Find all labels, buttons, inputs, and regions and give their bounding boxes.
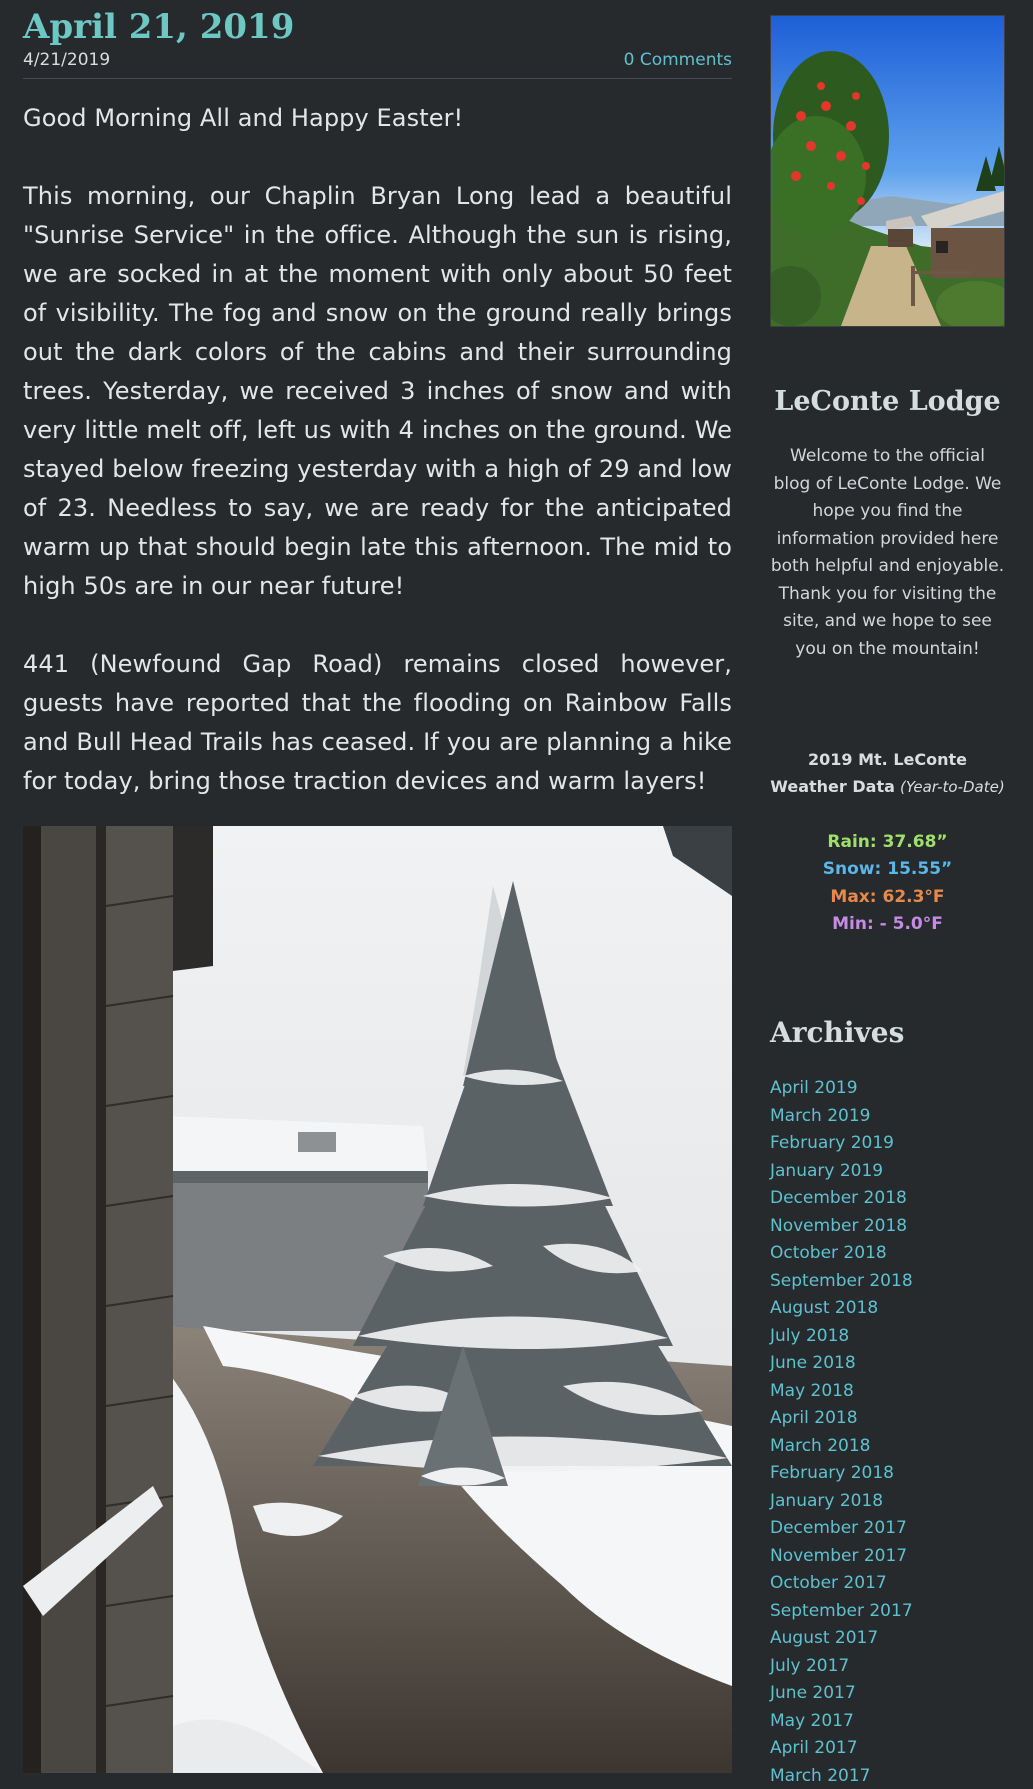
archive-link[interactable]: April 2018 bbox=[770, 1408, 858, 1428]
main-content bbox=[23, 0, 732, 801]
sidebar-title: LeConte Lodge bbox=[774, 386, 1001, 417]
weather-min: Min: - 5.0°F bbox=[832, 913, 943, 934]
post-date: 4/21/2019 bbox=[23, 50, 111, 70]
weather-heading bbox=[770, 746, 1005, 801]
post-paragraph: This morning, our Chaplin Bryan Long lead a beautiful "Sunrise Service" in the office. Although the sun is rising, we are socked in at the moment with only about 50 feet of visibility. The fog and snow on the ground really brings out the dark colors of the cabins and their surrounding trees. Yesterday, we received 3 inches of snow and with very little melt off, left us with 4 inches on the ground. We stayed below freezing yesterday with a high of 29 and low of 23. Needless to say, we are ready for the anticipated warm up that should begin late this afternoon. The mid to high 50s are in our near future! bbox=[23, 182, 732, 600]
archive-link[interactable]: March 2018 bbox=[770, 1435, 871, 1456]
weather-heading-subtitle: (Year-to-Date) bbox=[899, 778, 1005, 796]
weather-data bbox=[770, 829, 1005, 938]
weather-rain: Rain: 37.68” bbox=[827, 832, 948, 852]
archive-link[interactable]: December 2017 bbox=[770, 1518, 907, 1538]
sidebar-welcome-text: Welcome to the official blog of LeConte Lodge. We hope you find the information provided here both helpful and enjoyable. Thank you for visiting the site, and we hope to see you on the mountain! bbox=[770, 446, 1005, 659]
archive-link[interactable]: August 2017 bbox=[770, 1628, 879, 1648]
archive-link[interactable]: July 2017 bbox=[770, 1655, 850, 1676]
archive-link[interactable]: November 2017 bbox=[770, 1545, 908, 1566]
archive-link[interactable]: May 2017 bbox=[770, 1710, 854, 1731]
archive-link[interactable]: November 2018 bbox=[770, 1215, 908, 1236]
archive-link[interactable]: June 2017 bbox=[770, 1683, 856, 1703]
lodge-trail-photo[interactable] bbox=[770, 15, 1005, 327]
archive-link[interactable]: April 2017 bbox=[770, 1738, 858, 1758]
archives-list bbox=[770, 1075, 913, 1789]
post-title[interactable]: April 21, 2019 bbox=[23, 7, 295, 47]
archives-title: Archives bbox=[770, 1016, 905, 1049]
archive-link[interactable]: February 2018 bbox=[770, 1463, 894, 1483]
comments-link[interactable]: 0 Comments bbox=[623, 50, 732, 70]
archive-link[interactable]: September 2017 bbox=[770, 1600, 913, 1621]
archive-link[interactable]: April 2019 bbox=[770, 1078, 858, 1098]
snowy-cabin-photo bbox=[23, 826, 732, 1773]
archive-link[interactable]: June 2018 bbox=[770, 1353, 856, 1373]
archive-link[interactable]: January 2019 bbox=[770, 1160, 884, 1181]
post-paragraph: 441 (Newfound Gap Road) remains closed however, guests have reported that the flooding on Rainbow Falls and Bull Head Trails has ceased. If you are planning a hike for today, bring those traction devices and warm layers! bbox=[23, 650, 732, 795]
archive-link[interactable]: March 2017 bbox=[770, 1765, 871, 1786]
weather-snow: Snow: 15.55” bbox=[822, 859, 953, 880]
post-paragraph: Good Morning All and Happy Easter! bbox=[23, 104, 464, 132]
archive-link[interactable]: October 2018 bbox=[770, 1243, 887, 1263]
archive-link[interactable]: September 2018 bbox=[770, 1270, 913, 1291]
archive-link[interactable]: February 2019 bbox=[770, 1133, 894, 1153]
archive-link[interactable]: July 2018 bbox=[770, 1325, 850, 1346]
archive-link[interactable]: October 2017 bbox=[770, 1573, 887, 1593]
archive-link[interactable]: May 2018 bbox=[770, 1380, 854, 1401]
archive-link[interactable]: March 2019 bbox=[770, 1105, 871, 1126]
archive-link[interactable]: January 2018 bbox=[770, 1490, 884, 1511]
archive-link[interactable]: August 2018 bbox=[770, 1298, 879, 1318]
weather-heading-title: 2019 Mt. LeConte Weather Data bbox=[770, 750, 967, 796]
archive-link[interactable]: December 2018 bbox=[770, 1188, 907, 1208]
post-body bbox=[23, 99, 732, 801]
weather-max: Max: 62.3°F bbox=[830, 886, 945, 907]
post-meta bbox=[23, 50, 732, 79]
